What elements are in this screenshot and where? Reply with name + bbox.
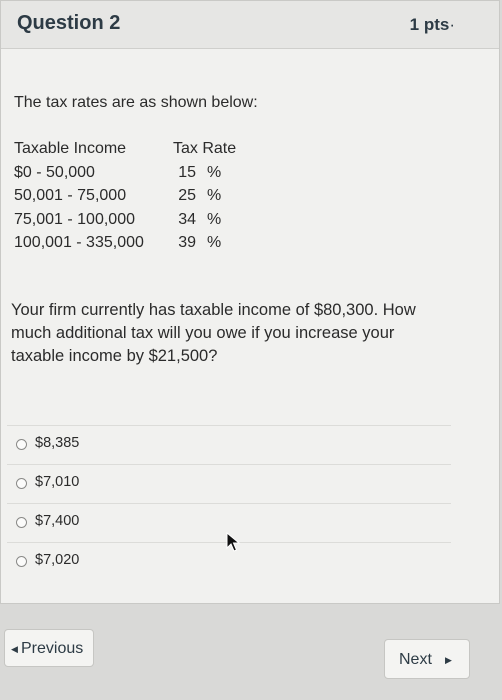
- header-taxable-income: Taxable Income: [14, 140, 127, 157]
- rate-value: 15: [178, 163, 196, 181]
- answer-label[interactable]: $8,385: [35, 435, 80, 451]
- income-bracket: $0 - 50,000: [14, 163, 95, 181]
- answer-label[interactable]: $7,400: [35, 513, 80, 529]
- question-header: [1, 1, 499, 49]
- rate-value: 25: [178, 187, 196, 204]
- question-title: Question 2: [17, 12, 121, 34]
- answer-label[interactable]: $7,010: [35, 474, 80, 490]
- caret-left-icon: ◀: [11, 644, 18, 654]
- tax-table-row: [14, 211, 244, 235]
- tax-table-row: [14, 164, 244, 188]
- answer-list: [1, 425, 499, 581]
- rate-unit: %: [207, 163, 222, 181]
- answer-option[interactable]: [7, 464, 451, 503]
- question-intro: The tax rates are as shown below:: [14, 94, 258, 111]
- tax-table-row: [14, 187, 244, 211]
- rate-unit: %: [207, 234, 222, 251]
- radio-button[interactable]: [16, 517, 27, 528]
- rate-unit: %: [207, 210, 222, 228]
- income-bracket: 50,001 - 75,000: [14, 187, 127, 204]
- tax-table-header: [14, 140, 244, 164]
- rate-value: 39: [178, 234, 196, 251]
- income-bracket: 100,001 - 335,000: [14, 234, 144, 251]
- radio-button[interactable]: [16, 556, 27, 567]
- radio-button[interactable]: [16, 439, 27, 450]
- rate-value: 34: [178, 210, 196, 228]
- previous-button[interactable]: [4, 629, 94, 667]
- caret-right-icon: ▶: [445, 655, 452, 665]
- income-bracket: 75,001 - 100,000: [14, 210, 135, 228]
- tax-rate-table: [14, 140, 244, 258]
- points-marker: ·: [449, 15, 455, 34]
- previous-label: Previous: [21, 640, 84, 657]
- header-tax-rate: Tax Rate: [173, 140, 237, 157]
- question-prompt: Your firm currently has taxable income of $80,300. How much additional tax will you owe if you increase your taxable income by $21,500?: [11, 301, 416, 365]
- answer-label[interactable]: $7,020: [35, 552, 80, 568]
- radio-button[interactable]: [16, 478, 27, 489]
- rate-unit: %: [207, 187, 222, 204]
- question-points: [410, 15, 455, 35]
- answer-option[interactable]: [7, 425, 451, 464]
- tax-table-row: [14, 234, 244, 258]
- next-label: Next: [399, 651, 432, 668]
- mouse-cursor-icon: [226, 532, 242, 552]
- next-button[interactable]: [384, 639, 470, 679]
- points-text: 1 pts: [409, 15, 450, 34]
